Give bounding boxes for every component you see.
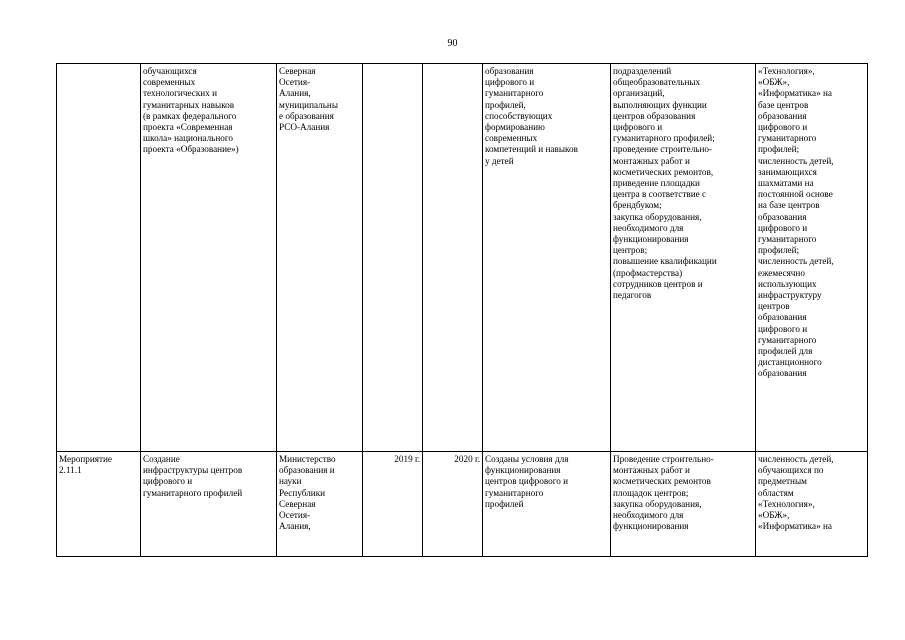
indicators-cell: «Технология», «ОБЖ», «Информатика» на базе центров образования цифрового и гуманитарного профилей; численность детей, занимающихся шахматами на постоянной основе на базе центров образования цифрового и гуманитарного профилей; численность детей, ежемесячно использующих инфраструктуру центров образования цифрового и гуманитарного профилей для дистанционного образования: [756, 64, 868, 452]
executor-cell: Министерство образования и науки Республики Северная Осетия- Алания,: [277, 452, 363, 557]
start-cell: [363, 64, 423, 452]
name-cell: обучающихся современных технологических и гуманитарных навыков (в рамках федерального проекта «Современная школа» национального проекта «Образование»): [141, 64, 277, 452]
table-row: [57, 452, 868, 557]
program-table: [56, 63, 868, 557]
executor-cell: Северная Осетия- Алания, муниципальны е образования РСО-Алания: [277, 64, 363, 452]
actions-cell: Проведение строительно- монтажных работ и косметических ремонтов площадок центров; закупка оборудования, необходимого для функционирования: [611, 452, 756, 557]
end-cell: [423, 64, 483, 452]
event-cell: Мероприятие 2.11.1: [57, 452, 141, 557]
page-number: 90: [447, 38, 458, 49]
result-cell: Созданы условия для функционирования центров цифрового и гуманитарного профилей: [483, 452, 611, 557]
actions-cell: подразделений общеобразовательных организаций, выполняющих функции центров образования цифрового и гуманитарного профилей; проведение строительно- монтажных работ и косметических ремонтов, приведение площадки центра в соответствие с брендбуком; закупка оборудования, необходимого для функционирования центров; повышение квалификации (профмастерства) сотрудников центров и педагогов: [611, 64, 756, 452]
result-cell: образования цифрового и гуманитарного профилей, способствующих формированию современных компетенций и навыков у детей: [483, 64, 611, 452]
name-cell: Создание инфраструктуры центров цифрового и гуманитарного профилей: [141, 452, 277, 557]
table-row: [57, 64, 868, 452]
end-cell: 2020 г.: [423, 452, 483, 557]
indicators-cell: численность детей, обучающихся по предметным областям «Технология», «ОБЖ», «Информатика» на: [756, 452, 868, 557]
event-cell: [57, 64, 141, 452]
start-cell: 2019 г.: [363, 452, 423, 557]
